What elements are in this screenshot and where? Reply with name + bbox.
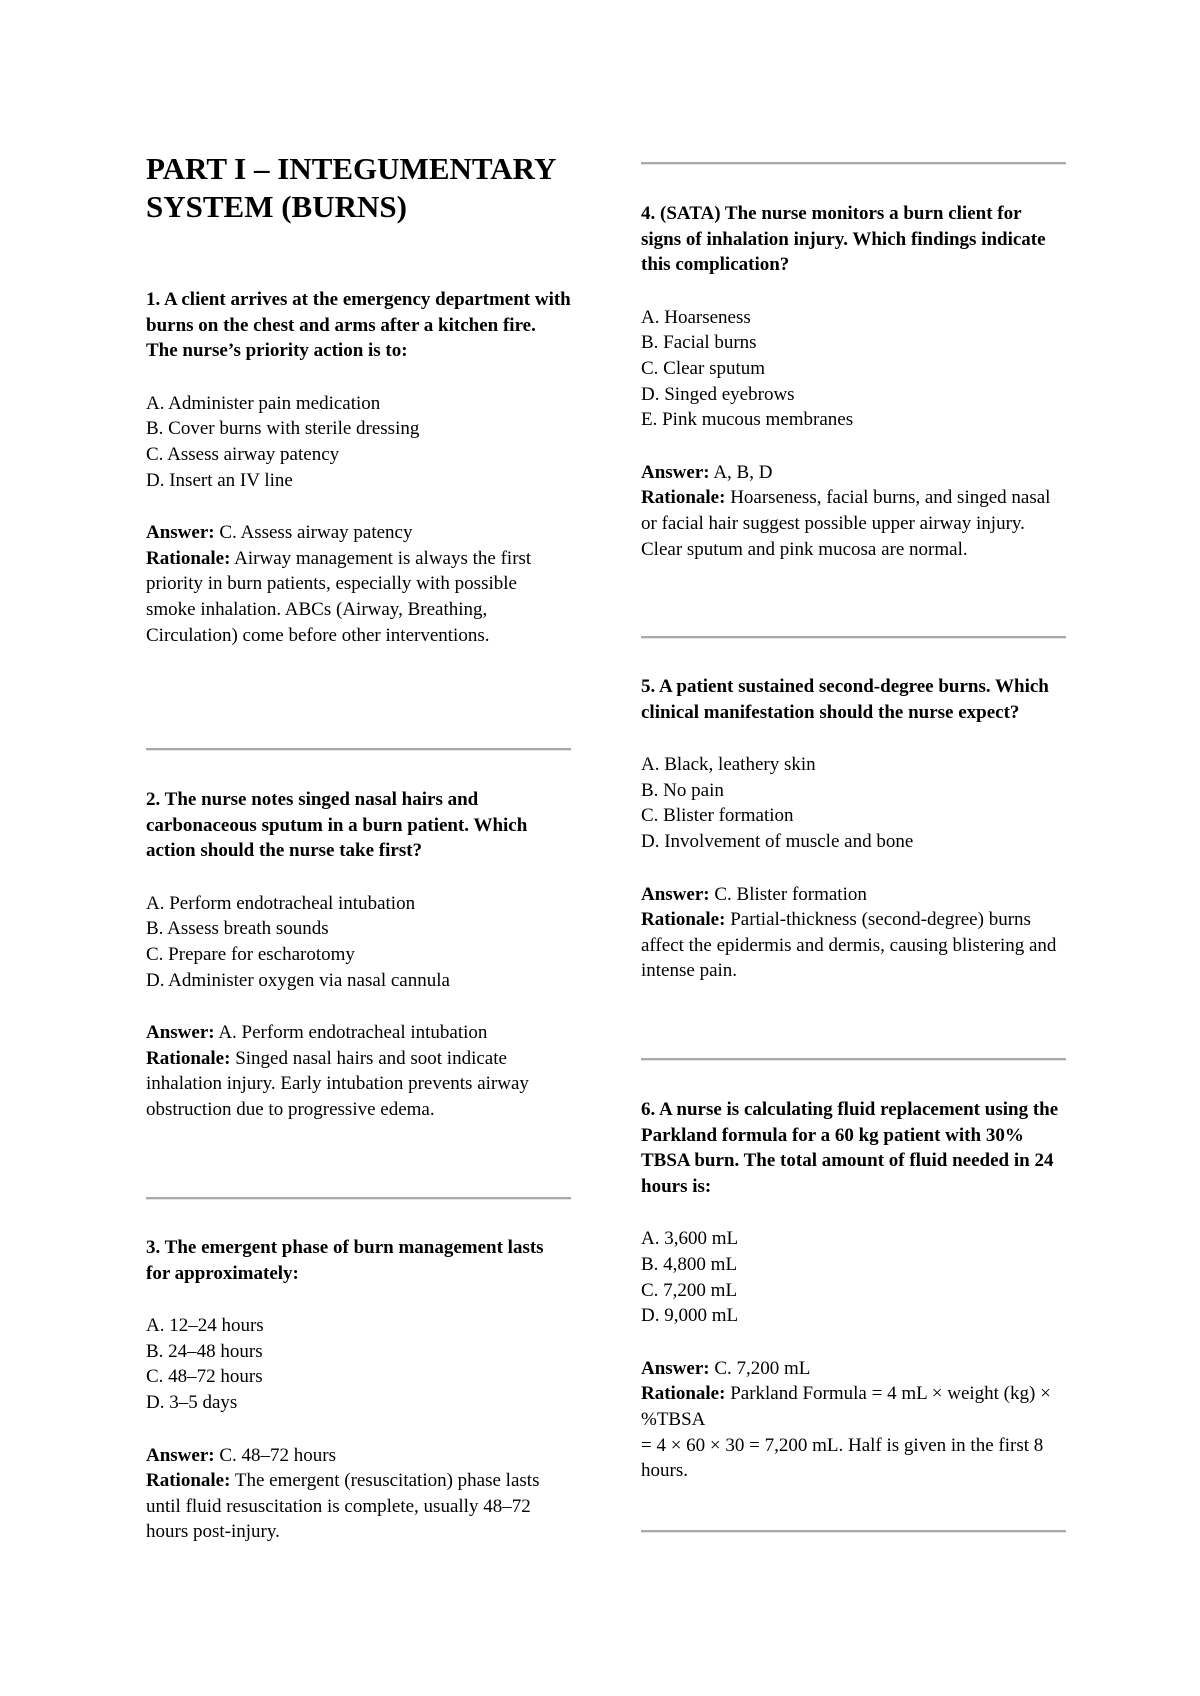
question-6 [641,1097,1066,1484]
answer-value: A, B, D [713,461,773,483]
option: D. Administer oxygen via nasal cannula [146,969,450,991]
section-divider [146,748,571,751]
answer-value: C. Assess airway patency [219,522,413,544]
rationale-continuation: = 4 × 60 × 30 = 7,200 mL. Half is given in the first 8 hours. [641,1434,1044,1482]
option: A. Black, leathery skin [641,754,816,776]
option: D. 3–5 days [146,1391,238,1413]
option: C. Blister formation [641,805,794,827]
rationale-text: The emergent (resuscitation) phase lasts until fluid resuscitation is complete, usually 48–72 hours post-injury. [146,1470,540,1543]
option: B. Facial burns [641,332,757,354]
option: B. Cover burns with sterile dressing [146,418,420,440]
rationale-label: Rationale: [146,1047,231,1069]
answer-label: Answer: [146,1444,215,1466]
answer-label: Answer: [146,522,215,544]
answer-options [146,391,571,493]
rationale-label: Rationale: [641,1383,726,1405]
rationale-text: Airway management is always the first priority in burn patients, especially with possible smoke inhalation. ABCs (Airway, Breathing, Circulation) come before other interventions. [146,547,532,646]
option: D. Involvement of muscle and bone [641,830,914,852]
question-text: 2. The nurse notes singed nasal hairs and carbonaceous sputum in a burn patient. Which action should the nurse take first? [146,789,528,862]
rationale-label: Rationale: [146,1470,231,1492]
rationale-label: Rationale: [146,547,231,569]
rationale-line [641,1381,1066,1432]
question-text: 4. (SATA) The nurse monitors a burn client for signs of inhalation injury. Which findings indicate this complication? [641,203,1046,276]
option: A. Perform endotracheal intubation [146,892,416,914]
option: C. 48–72 hours [146,1366,263,1388]
section-divider [641,1058,1066,1061]
option: C. Clear sputum [641,357,766,379]
question-3 [146,1235,571,1545]
rationale-text: Parkland Formula = 4 mL × weight (kg) × %TBSA [641,1383,1051,1430]
option: B. Assess breath sounds [146,918,329,940]
answer-label: Answer: [641,883,710,905]
rationale-line [146,546,571,648]
rationale-text: Singed nasal hairs and soot indicate inhalation injury. Early intubation prevents airway obstruction due to progressive edema. [146,1047,529,1120]
option: C. Prepare for escharotomy [146,943,355,965]
answer-line [641,882,1066,908]
answer-options [641,752,1066,854]
answer-line [641,1356,1066,1382]
option: A. 12–24 hours [146,1315,264,1337]
answer-value: A. Perform endotracheal intubation [218,1022,488,1044]
rationale-label: Rationale: [641,487,726,509]
question-text: 6. A nurse is calculating fluid replacement using the Parkland formula for a 60 kg patient with 30% TBSA burn. The total amount of fluid needed in 24 hours is: [641,1099,1059,1197]
answer-value: C. 7,200 mL [714,1357,811,1379]
rationale-line [146,1046,571,1123]
rationale-line [146,1468,571,1545]
option: A. Hoarseness [641,306,751,328]
answer-value: C. 48–72 hours [219,1444,337,1466]
section-divider [146,1197,571,1200]
answer-label: Answer: [146,1022,215,1044]
rationale-line [641,485,1066,562]
question-4 [641,201,1066,562]
answer-options [146,1313,571,1415]
answer-options [146,891,571,993]
question-text: 5. A patient sustained second-degree burns. Which clinical manifestation should the nurse expect? [641,676,1049,723]
option: B. No pain [641,779,724,801]
option: E. Pink mucous membranes [641,409,854,431]
answer-line [146,520,571,546]
question-2 [146,787,571,1123]
answer-options [641,1226,1066,1328]
option: C. 7,200 mL [641,1279,738,1301]
option: D. 9,000 mL [641,1305,739,1327]
option: C. Assess airway patency [146,443,340,465]
rationale-text: Hoarseness, facial burns, and singed nasal or facial hair suggest possible upper airway injury. Clear sputum and pink mucosa are normal. [641,487,1051,560]
section-divider [641,162,1066,165]
answer-options [641,305,1066,433]
option: D. Singed eyebrows [641,383,795,405]
question-1 [146,287,571,648]
question-5 [641,674,1066,984]
section-divider [641,636,1066,639]
rationale-text: Partial-thickness (second-degree) burns affect the epidermis and dermis, causing blistering and intense pain. [641,909,1057,982]
answer-line [146,1443,571,1469]
option: B. 24–48 hours [146,1340,263,1362]
answer-line [641,460,1066,486]
answer-line [146,1020,571,1046]
answer-label: Answer: [641,1357,710,1379]
rationale-line [641,907,1066,984]
answer-label: Answer: [641,461,710,483]
question-text: 1. A client arrives at the emergency department with burns on the chest and arms after a kitchen fire. The nurse’s priority action is to: [146,289,571,362]
part-title: PART I – INTEGUMENTARY SYSTEM (BURNS) [146,151,556,224]
option: D. Insert an IV line [146,469,293,491]
answer-value: C. Blister formation [714,883,867,905]
question-text: 3. The emergent phase of burn management lasts for approximately: [146,1237,544,1284]
option: B. 4,800 mL [641,1253,738,1275]
rationale-label: Rationale: [641,909,726,931]
section-divider [641,1530,1066,1533]
option: A. Administer pain medication [146,392,381,414]
option: A. 3,600 mL [641,1228,739,1250]
